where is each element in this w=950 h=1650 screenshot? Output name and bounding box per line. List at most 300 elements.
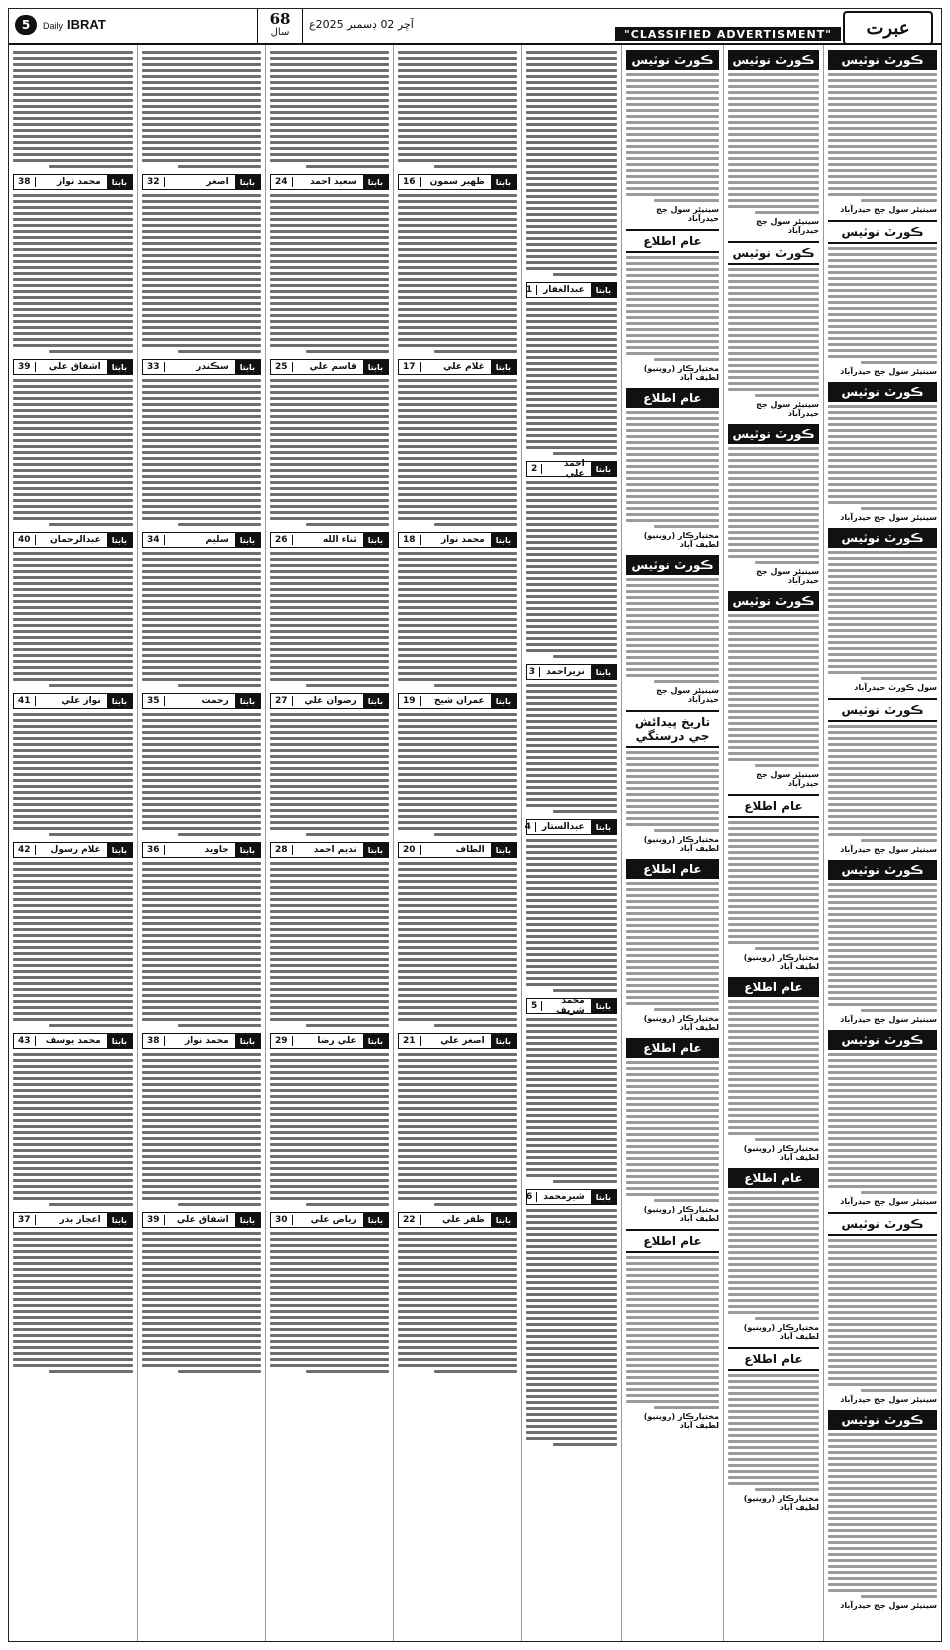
text-line [526, 565, 617, 568]
text-line [434, 833, 517, 836]
story-tag [13, 1212, 133, 1228]
text-line [13, 278, 133, 281]
text-line [13, 636, 133, 639]
text-line [728, 929, 819, 932]
text-line [398, 1262, 517, 1265]
text-line [270, 469, 389, 472]
text-line [526, 529, 617, 532]
text-line [526, 320, 617, 323]
text-line [828, 587, 937, 590]
text-line [626, 507, 719, 510]
text-line [526, 1066, 617, 1069]
story-tag [142, 532, 261, 548]
text-line [270, 1250, 389, 1253]
text-line [526, 481, 617, 484]
text-line [306, 1203, 389, 1206]
story-tag [142, 174, 261, 190]
text-line [270, 445, 389, 448]
text-line [13, 1286, 133, 1289]
text-line [142, 99, 261, 102]
text-line [526, 93, 617, 96]
text-line [828, 1083, 937, 1086]
text-line [142, 1185, 261, 1188]
text-line [626, 145, 719, 148]
text-line [13, 427, 133, 430]
text-line [270, 1131, 389, 1134]
text-line [270, 767, 389, 770]
text-line [270, 1197, 389, 1200]
text-line [828, 495, 937, 498]
text-line [142, 81, 261, 84]
text-line [828, 1053, 937, 1056]
notice-title: ڪورٽ نوٽيس [828, 1212, 937, 1236]
text-line [728, 91, 819, 94]
text-line [270, 421, 389, 424]
text-line [626, 912, 719, 915]
text-line [49, 350, 133, 353]
text-line [526, 726, 617, 729]
text-line [861, 677, 937, 680]
newspaper-page [8, 8, 942, 1642]
text-line [728, 680, 819, 683]
text-line [526, 1299, 617, 1302]
text-line [13, 666, 133, 669]
text-line [626, 674, 719, 677]
text-line [142, 767, 261, 770]
text-line [828, 295, 937, 298]
story-tag-name: غلام علي [443, 362, 485, 372]
text-line [526, 1281, 617, 1284]
story-tag-label: بابتا [491, 694, 516, 708]
text-line [398, 75, 517, 78]
text-line [13, 737, 133, 740]
text-line [626, 978, 719, 981]
text-line [654, 1008, 719, 1011]
text-line [828, 563, 937, 566]
text-line [526, 1251, 617, 1254]
text-line [828, 301, 937, 304]
text-line [828, 127, 937, 130]
text-line [828, 1299, 937, 1302]
text-line [270, 397, 389, 400]
text-line [828, 1487, 937, 1490]
text-line [142, 737, 261, 740]
text-line [828, 1383, 937, 1386]
text-line [526, 410, 617, 413]
text-line [270, 439, 389, 442]
story-tag [398, 174, 517, 190]
text-line [828, 109, 937, 112]
text-line [626, 584, 719, 587]
text-line [13, 1179, 133, 1182]
text-line [728, 525, 819, 528]
text-line [828, 737, 937, 740]
text-line [13, 809, 133, 812]
text-line [526, 1419, 617, 1422]
text-line [828, 809, 937, 812]
text-line [728, 555, 819, 558]
text-line [142, 660, 261, 663]
text-line [142, 326, 261, 329]
text-line [654, 680, 719, 683]
text-line [626, 1340, 719, 1343]
text-line [13, 57, 133, 60]
text-line [526, 1395, 617, 1398]
text-line [828, 489, 937, 492]
text-line [728, 495, 819, 498]
text-line [626, 163, 719, 166]
text-line [142, 773, 261, 776]
text-line [13, 785, 133, 788]
story-tag [526, 282, 617, 298]
text-line [434, 1370, 517, 1373]
text-line [434, 350, 517, 353]
text-line [626, 1181, 719, 1184]
text-line [142, 1101, 261, 1104]
text-line [270, 105, 389, 108]
text-line [142, 75, 261, 78]
text-line [142, 916, 261, 919]
text-line [142, 284, 261, 287]
text-line [398, 242, 517, 245]
text-line [49, 1024, 133, 1027]
text-line [828, 913, 937, 916]
text-line [13, 1358, 133, 1361]
text-line [626, 1262, 719, 1265]
text-line [142, 1167, 261, 1170]
text-line [755, 1317, 819, 1320]
text-line [526, 917, 617, 920]
text-line [526, 302, 617, 305]
story-tag-label: بابتا [235, 360, 260, 374]
text-line [526, 99, 617, 102]
text-line [142, 886, 261, 889]
text-line [13, 445, 133, 448]
text-line [526, 1323, 617, 1326]
text-line [398, 1161, 517, 1164]
text-line [626, 1175, 719, 1178]
text-line [398, 105, 517, 108]
text-line [728, 1398, 819, 1401]
text-line [142, 582, 261, 585]
text-line [626, 662, 719, 665]
text-line [142, 499, 261, 502]
text-line [142, 224, 261, 227]
text-line [270, 1310, 389, 1313]
text-line [828, 659, 937, 662]
text-line [434, 1203, 517, 1206]
text-line [828, 459, 937, 462]
text-line [142, 1018, 261, 1021]
text-line [828, 593, 937, 596]
text-line [728, 1464, 819, 1467]
text-line [828, 815, 937, 818]
text-line [626, 175, 719, 178]
story-tag [398, 1212, 517, 1228]
text-line [398, 1071, 517, 1074]
text-line [270, 242, 389, 245]
text-line [526, 1036, 617, 1039]
text-line [828, 121, 937, 124]
text-line [142, 576, 261, 579]
text-line [398, 666, 517, 669]
story-tag-label: بابتا [363, 843, 388, 857]
text-line [142, 296, 261, 299]
text-line [728, 839, 819, 842]
text-line [270, 964, 389, 967]
text-line [828, 557, 937, 560]
text-line [142, 344, 261, 347]
text-line [398, 678, 517, 681]
text-line [526, 720, 617, 723]
text-line [526, 1269, 617, 1272]
text-line [728, 73, 819, 76]
story-tag-label: بابتا [491, 1034, 516, 1048]
text-line [526, 183, 617, 186]
text-line [13, 1053, 133, 1056]
text-line [526, 1431, 617, 1434]
text-line [13, 600, 133, 603]
text-line [526, 571, 617, 574]
notice-title: ڪورٽ نوٽيس [828, 1030, 937, 1050]
text-line [626, 256, 719, 259]
text-line [828, 163, 937, 166]
text-line [178, 523, 261, 526]
text-line [398, 827, 517, 830]
text-line [270, 1059, 389, 1062]
text-line [270, 1071, 389, 1074]
text-line [526, 416, 617, 419]
text-line [398, 302, 517, 305]
text-line [728, 1269, 819, 1272]
text-line [828, 1003, 937, 1006]
text-line [728, 322, 819, 325]
text-line [398, 272, 517, 275]
text-line [13, 564, 133, 567]
notice-signature: مختيارڪار (روينيو) لطيف آباد [643, 531, 719, 549]
text-line [728, 549, 819, 552]
text-line [142, 1059, 261, 1062]
text-line [526, 875, 617, 878]
story-tag-number: 38 [14, 177, 36, 187]
text-line [626, 930, 719, 933]
text-line [728, 388, 819, 391]
notice-signature: سينيئر سول جج حيدرآباد [756, 217, 819, 235]
notice-signature: سينيئر سول جج حيدرآباد [840, 1395, 937, 1404]
text-line [13, 1304, 133, 1307]
text-line [828, 447, 937, 450]
text-line [526, 1018, 617, 1021]
text-line [13, 928, 133, 931]
text-line [142, 135, 261, 138]
text-line [13, 1232, 133, 1235]
text-line [526, 1120, 617, 1123]
text-line [13, 952, 133, 955]
text-line [728, 728, 819, 731]
text-line [828, 1317, 937, 1320]
text-line [828, 967, 937, 970]
text-line [526, 947, 617, 950]
text-line [626, 638, 719, 641]
text-line [728, 1416, 819, 1419]
text-line [526, 499, 617, 502]
text-line [142, 123, 261, 126]
text-line [398, 1137, 517, 1140]
text-line [142, 636, 261, 639]
newspaper-logo: عبرت [843, 11, 933, 45]
text-line [828, 1239, 937, 1242]
text-line [828, 907, 937, 910]
story-tag-name: ثناء الله [322, 535, 357, 545]
text-line [13, 469, 133, 472]
text-line [526, 1233, 617, 1236]
text-line [142, 1149, 261, 1152]
text-line [398, 785, 517, 788]
text-line [828, 337, 937, 340]
text-line [728, 382, 819, 385]
text-line [270, 928, 389, 931]
text-line [861, 1009, 937, 1012]
text-line [142, 642, 261, 645]
text-line [142, 821, 261, 824]
text-line [526, 1042, 617, 1045]
text-line [526, 774, 617, 777]
text-line [728, 175, 819, 178]
text-line [142, 1340, 261, 1343]
text-line [270, 236, 389, 239]
text-line [13, 105, 133, 108]
text-line [13, 1340, 133, 1343]
text-line [13, 1125, 133, 1128]
text-line [13, 958, 133, 961]
text-line [626, 781, 719, 784]
text-line [526, 631, 617, 634]
text-line [626, 85, 719, 88]
text-line [142, 1119, 261, 1122]
text-line [398, 1334, 517, 1337]
text-line [13, 272, 133, 275]
text-line [13, 1262, 133, 1265]
story-tag-name: عبدالغفار [543, 285, 585, 295]
text-line [526, 1275, 617, 1278]
story-tag-number: 30 [271, 1215, 293, 1225]
text-line [398, 713, 517, 716]
text-line [270, 874, 389, 877]
brand-daily: Daily [43, 21, 64, 31]
text-line [526, 261, 617, 264]
story-tag-label: بابتا [235, 694, 260, 708]
text-line [13, 147, 133, 150]
notice-signature: سينيئر سول جج حيدرآباد [656, 686, 719, 704]
text-line [13, 1280, 133, 1283]
text-line [728, 298, 819, 301]
text-line [270, 815, 389, 818]
text-line [13, 1310, 133, 1313]
classified-column-2 [723, 45, 823, 1641]
text-line [728, 1275, 819, 1278]
notice-signature: مختيارڪار (روينيو) لطيف آباد [643, 835, 719, 853]
text-line [270, 135, 389, 138]
text-line [828, 1257, 937, 1260]
text-line [626, 1268, 719, 1271]
story-tag [13, 842, 133, 858]
text-line [526, 1156, 617, 1159]
text-line [13, 988, 133, 991]
text-line [828, 1161, 937, 1164]
text-line [828, 889, 937, 892]
text-line [526, 1287, 617, 1290]
text-line [142, 63, 261, 66]
text-line [398, 994, 517, 997]
text-line [728, 1108, 819, 1111]
text-line [13, 743, 133, 746]
story-tag-name: علي رضا [317, 1036, 357, 1046]
text-line [828, 1463, 937, 1466]
text-line [626, 954, 719, 957]
text-line [142, 391, 261, 394]
text-line [828, 991, 937, 994]
text-line [728, 1209, 819, 1212]
text-line [526, 207, 617, 210]
text-line [270, 809, 389, 812]
text-line [270, 880, 389, 883]
text-line [861, 839, 937, 842]
text-line [142, 278, 261, 281]
text-line [728, 1287, 819, 1290]
text-line [270, 326, 389, 329]
text-line [142, 755, 261, 758]
text-line [728, 869, 819, 872]
text-line [142, 57, 261, 60]
text-line [626, 127, 719, 130]
text-line [142, 487, 261, 490]
notice-signature: سينيئر سول جج حيدرآباد [756, 400, 819, 418]
text-line [626, 346, 719, 349]
page-header [9, 9, 941, 45]
text-line [142, 87, 261, 90]
text-line [398, 1197, 517, 1200]
text-line [626, 1115, 719, 1118]
text-line [13, 511, 133, 514]
text-line [828, 277, 937, 280]
text-line [828, 1059, 937, 1062]
text-line [828, 1565, 937, 1568]
story-tag-label: بابتا [363, 694, 388, 708]
text-line [626, 805, 719, 808]
text-line [828, 1077, 937, 1080]
text-line [526, 332, 617, 335]
text-line [626, 298, 719, 301]
text-line [142, 588, 261, 591]
text-line [828, 133, 937, 136]
text-line [142, 785, 261, 788]
story-tag-name: اصغر علي [440, 1036, 485, 1046]
text-line [626, 423, 719, 426]
story-tag-number: 26 [271, 535, 293, 545]
text-line [728, 1404, 819, 1407]
text-line [142, 982, 261, 985]
text-line [398, 815, 517, 818]
story-tag-name: محمد نواز [185, 1036, 229, 1046]
text-line [270, 1006, 389, 1009]
text-line [142, 952, 261, 955]
text-line [13, 654, 133, 657]
text-line [270, 296, 389, 299]
text-line [13, 1119, 133, 1122]
text-line [398, 809, 517, 812]
text-line [828, 827, 937, 830]
text-line [526, 804, 617, 807]
